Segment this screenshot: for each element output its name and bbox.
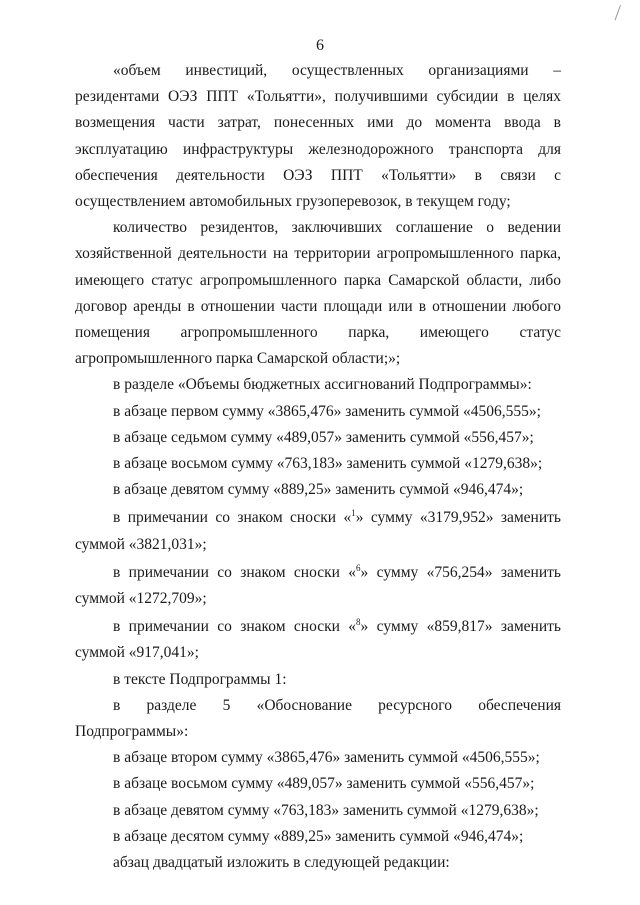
footnote-mark: 6 xyxy=(356,562,361,573)
footnote-mark: 8 xyxy=(356,617,361,628)
paragraph: в абзаце девятом сумму «763,183» заменить суммой «1279,638»; xyxy=(113,801,539,819)
footnote-paragraph xyxy=(75,614,561,666)
paragraph: в абзаце восьмом сумму «763,183» заменить суммой «1279,638»; xyxy=(113,455,543,473)
footnote-text-before: в примечании со знаком сноски « xyxy=(113,509,352,527)
paragraph: количество резидентов, заключивших соглашение о ведении хозяйственной деятельности на территории агропромышленного парка, имеющего статус агропромышленного парка Самарской области, либо договор аренды в отношении части площади или в отношении любого помещения агропромышленного парка, имеющего статус агропромышленного парка Самарской области;»; xyxy=(75,219,561,368)
footnote-text-after: » сумму «756,254» заменить суммой «1272,709»; xyxy=(75,563,561,608)
paragraph: в тексте Подпрограммы 1: xyxy=(113,670,287,688)
document-body xyxy=(75,58,561,876)
paragraph: в абзаце втором сумму «3865,476» заменить суммой «4506,555»; xyxy=(113,749,540,767)
paragraph: в абзаце восьмом сумму «489,057» заменить суммой «556,457»; xyxy=(113,775,535,793)
footnote-mark: 1 xyxy=(351,508,356,519)
paragraph: в абзаце первом сумму «3865,476» заменить суммой «4506,555»; xyxy=(113,402,541,420)
footnote-paragraph xyxy=(75,560,561,612)
page-number: 6 xyxy=(316,37,324,54)
footnote-text-after: » сумму «3179,952» заменить суммой «3821,031»; xyxy=(75,509,561,553)
footnote-text-after: » сумму «859,817» заменить суммой «917,041»; xyxy=(75,618,561,662)
paragraph: в абзаце седьмом сумму «489,057» заменить суммой «556,457»; xyxy=(113,428,534,446)
footnote-paragraph xyxy=(75,505,561,557)
paragraph: «объем инвестиций, осуществленных организациями – резидентами ОЭЗ ППТ «Тольятти», получившими субсидии в целях возмещения части затрат, понесенных ими до момента ввода в эксплуатацию инфраструктуры железнодорожного транспорта для обеспечения деятельности ОЭЗ ППТ «Тольятти» в связи с осуществлением автомобильных грузоперевозок, в текущем году; xyxy=(75,62,561,211)
paragraph: в разделе «Объемы бюджетных ассигнований Подпрограммы»: xyxy=(113,376,532,394)
paragraph: в абзаце девятом сумму «889,25» заменить суммой «946,474»; xyxy=(113,481,524,499)
paragraph: в абзаце десятом сумму «889,25» заменить суммой «946,474»; xyxy=(113,827,524,845)
paragraph: абзац двадцатый изложить в следующей редакции: xyxy=(113,854,450,872)
paragraph: в разделе 5 «Обоснование ресурсного обеспечения Подпрограммы»: xyxy=(75,696,561,741)
footnote-text-before: в примечании со знаком сноски « xyxy=(113,563,357,581)
scan-mark xyxy=(615,5,629,23)
footnote-text-before: в примечании со знаком сноски « xyxy=(113,618,357,636)
